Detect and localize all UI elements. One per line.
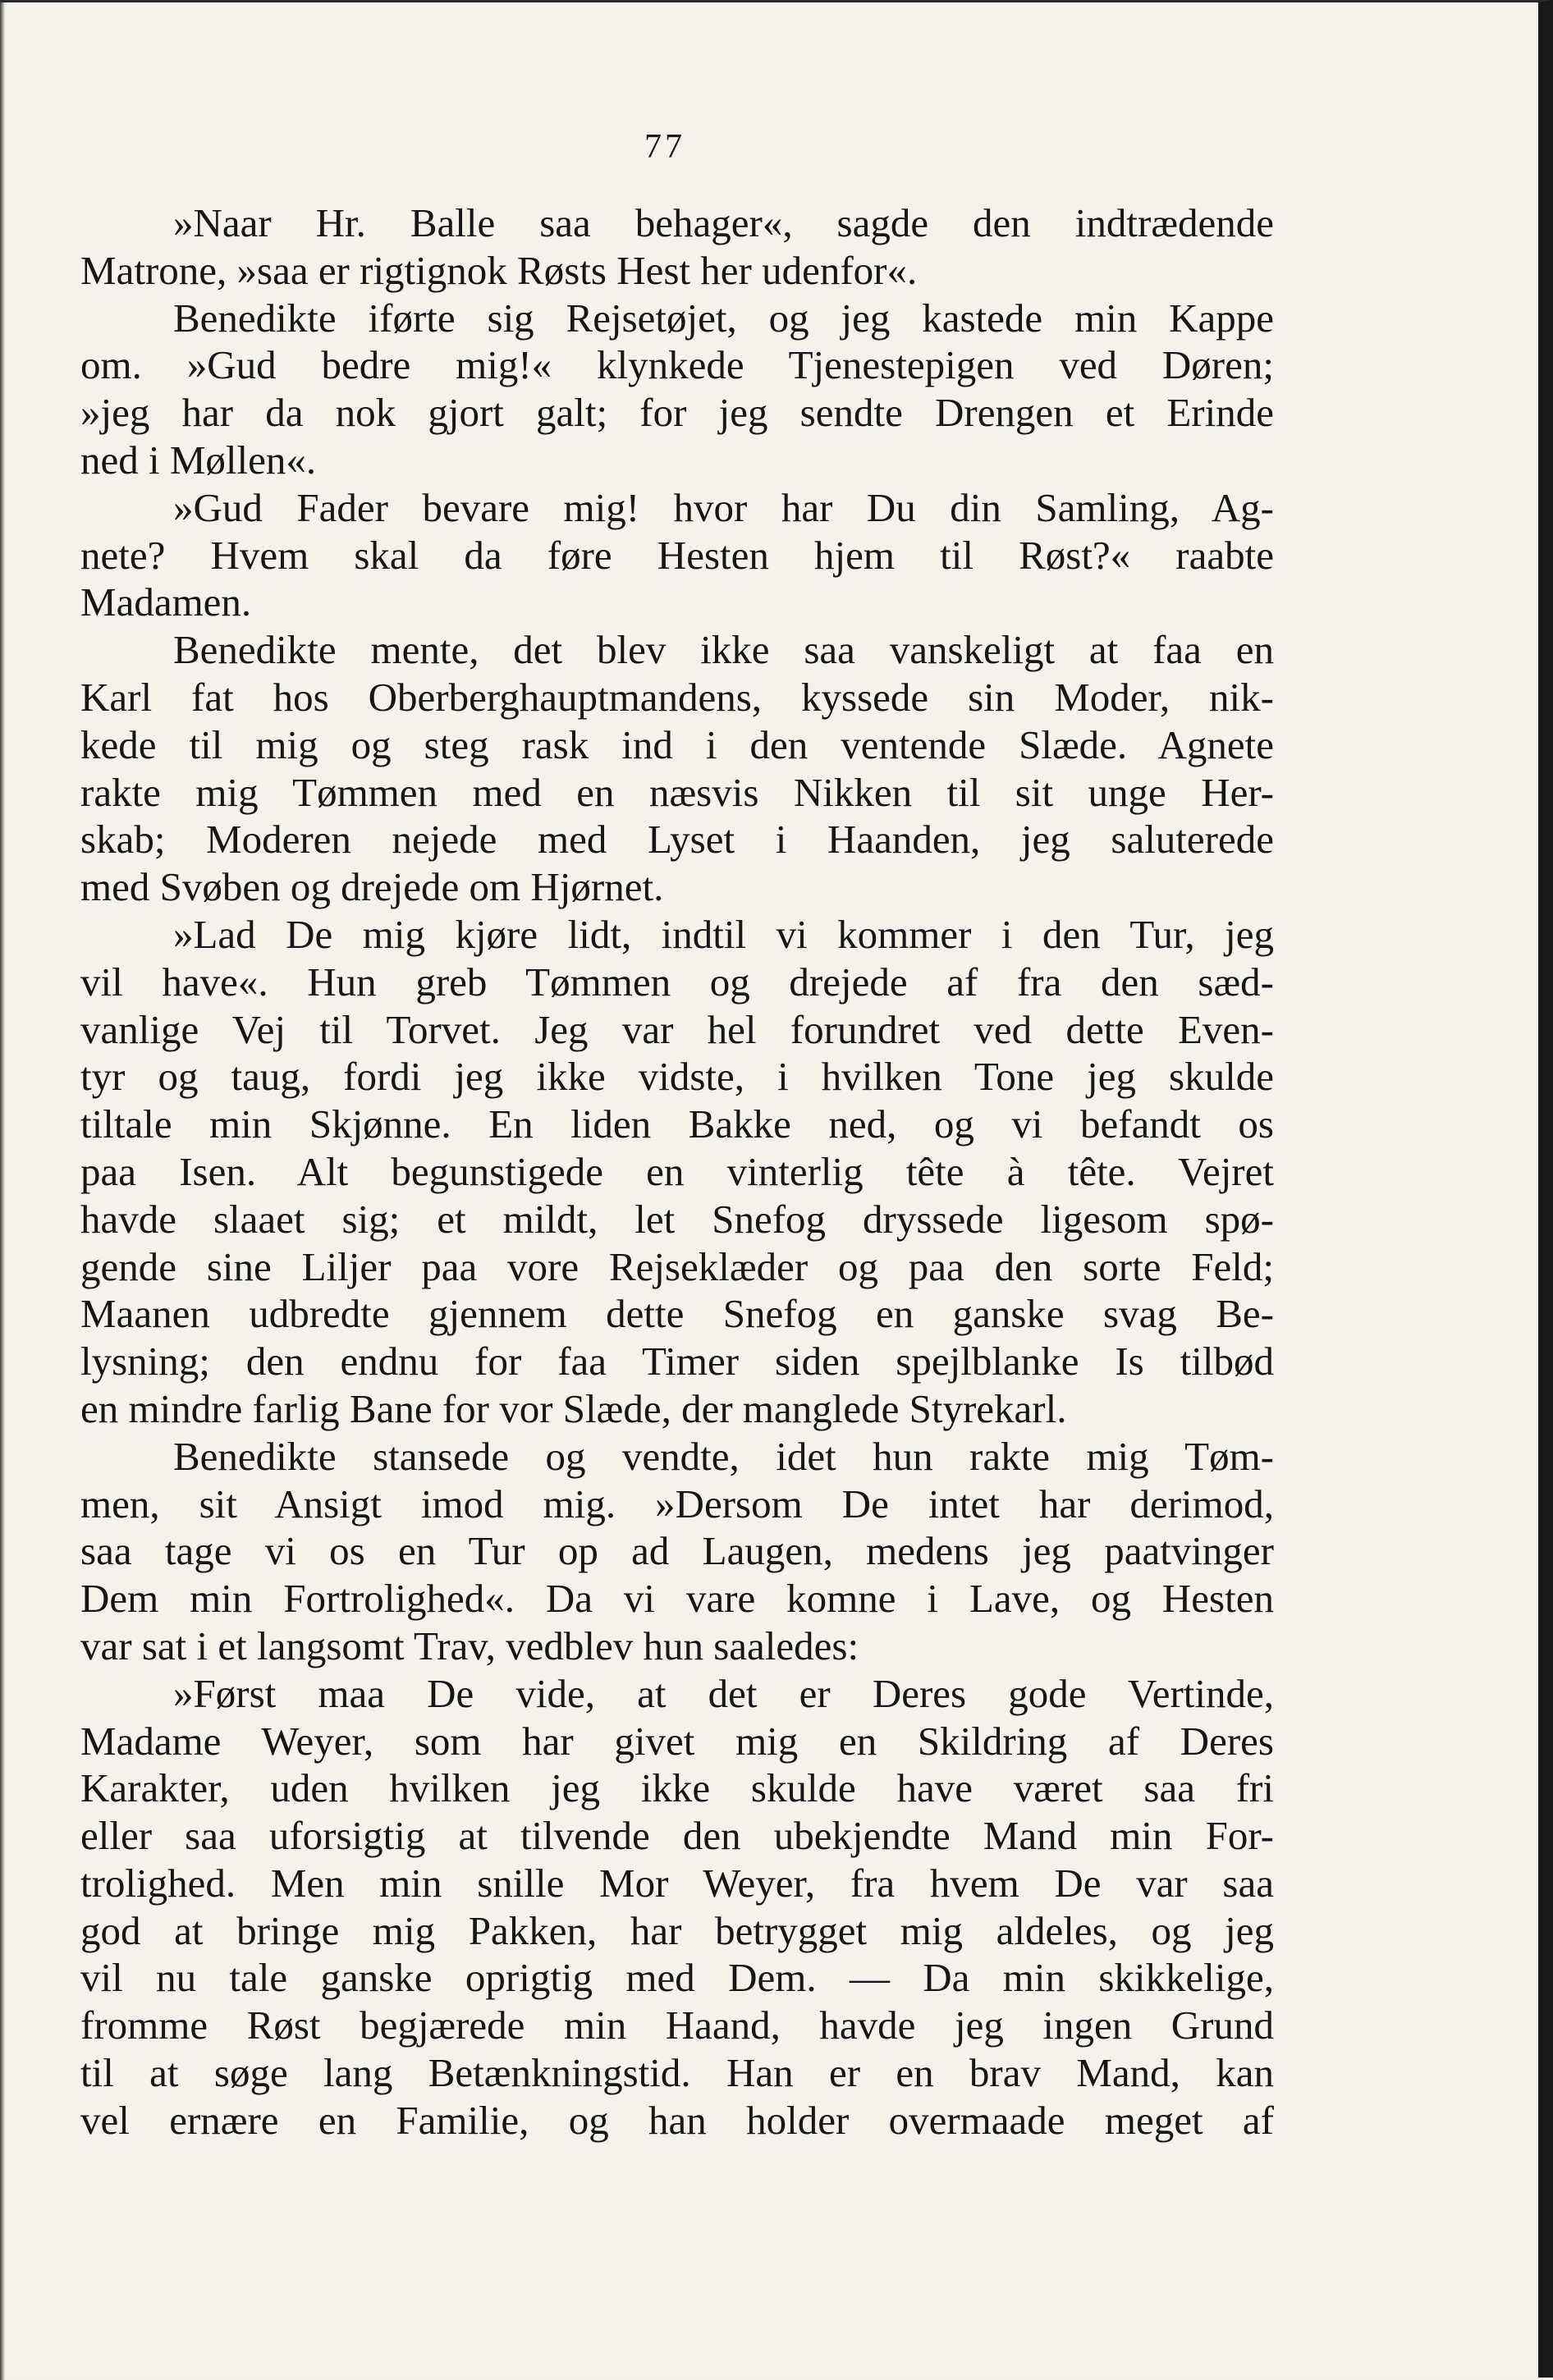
text-line: »jeg har da nok gjort galt; for jeg sendte Drengen et Erinde bbox=[80, 390, 1274, 436]
text-line: Maanen udbredte gjennem dette Snefog en ganske svag Be- bbox=[80, 1291, 1274, 1337]
text-line: kede til mig og steg rask ind i den ventende Slæde. Agnete bbox=[80, 721, 1274, 767]
text-line: om. »Gud bedre mig!« klynkede Tjenestepigen ved Døren; bbox=[80, 342, 1274, 388]
text-line: eller saa uforsigtig at tilvende den ubekjendte Mand min For- bbox=[80, 1813, 1274, 1859]
text-line: Karl fat hos Oberberghauptmandens, kyssede sin Moder, nik- bbox=[80, 674, 1274, 720]
text-line: en mindre farlig Bane for vor Slæde, der manglede Styrekarl. bbox=[80, 1385, 1067, 1431]
text-line: var sat i et langsomt Trav, vedblev hun saaledes: bbox=[80, 1623, 859, 1668]
text-line: Benedikte stansede og vendte, idet hun rakte mig Tøm- bbox=[173, 1433, 1274, 1479]
text-line: gende sine Liljer paa vore Rejseklæder og paa den sorte Feld; bbox=[80, 1243, 1274, 1289]
text-line: skab; Moderen nejede med Lyset i Haanden, jeg saluterede bbox=[80, 817, 1274, 863]
text-line: ned i Møllen«. bbox=[80, 437, 317, 483]
text-line: med Svøben og drejede om Hjørnet. bbox=[80, 864, 664, 910]
text-line: paa Isen. Alt begunstigede en vinterlig tête à tête. Vejret bbox=[80, 1148, 1274, 1194]
text-line: trolighed. Men min snille Mor Weyer, fra hvem De var saa bbox=[80, 1860, 1274, 1906]
text-line: lysning; den endnu for faa Timer siden spejlblanke Is tilbød bbox=[80, 1339, 1274, 1385]
text-line: vanlige Vej til Torvet. Jeg var hel forundret ved dette Even- bbox=[80, 1006, 1274, 1052]
text-line: Benedikte iførte sig Rejsetøjet, og jeg kastede min Kappe bbox=[173, 295, 1274, 341]
text-line: fromme Røst begjærede min Haand, havde jeg ingen Grund bbox=[80, 2002, 1274, 2048]
scan-edge bbox=[0, 2, 5, 2380]
text-line: tiltale min Skjønne. En liden Bakke ned, og vi befandt os bbox=[80, 1101, 1274, 1147]
text-line: Dem min Fortrolighed«. Da vi vare komne i Lave, og Hesten bbox=[80, 1576, 1274, 1622]
text-line: til at søge lang Betænkningstid. Han er en brav Mand, kan bbox=[80, 2050, 1274, 2096]
text-line: »Lad De mig kjøre lidt, indtil vi kommer i den Tur, jeg bbox=[173, 911, 1274, 957]
text-line: rakte mig Tømmen med en næsvis Nikken til sit unge Her- bbox=[80, 769, 1274, 815]
text-line: Madame Weyer, som har givet mig en Skildring af Deres bbox=[80, 1718, 1274, 1764]
text-line: god at bringe mig Pakken, har betrygget mig aldeles, og jeg bbox=[80, 1907, 1274, 1953]
text-line: Karakter, uden hvilken jeg ikke skulde have været saa fri bbox=[80, 1765, 1274, 1811]
text-line: havde slaaet sig; et mildt, let Snefog dryssede ligesom spø- bbox=[80, 1196, 1274, 1242]
text-line: Madamen. bbox=[80, 579, 252, 625]
text-line: vil nu tale ganske oprigtig med Dem. — Da min skikkelige, bbox=[80, 1955, 1274, 2001]
text-line: nete? Hvem skal da føre Hesten hjem til Røst?« raabte bbox=[80, 532, 1274, 578]
text-line: tyr og taug, fordi jeg ikke vidste, i hvilken Tone jeg skulde bbox=[80, 1054, 1274, 1100]
text-line: Matrone, »saa er rigtignok Røsts Hest her udenfor«. bbox=[80, 247, 918, 293]
text-line: saa tage vi os en Tur op ad Laugen, medens jeg paatvinger bbox=[80, 1528, 1274, 1574]
text-line: »Først maa De vide, at det er Deres gode Vertinde, bbox=[173, 1670, 1274, 1716]
text-line: vil have«. Hun greb Tømmen og drejede af fra den sæd- bbox=[80, 959, 1274, 1005]
text-line: »Gud Fader bevare mig! hvor har Du din Samling, Ag- bbox=[173, 484, 1274, 530]
page-number: 77 bbox=[644, 128, 685, 166]
body-text bbox=[80, 199, 1274, 2144]
text-line: men, sit Ansigt imod mig. »Dersom De intet har derimod, bbox=[80, 1481, 1274, 1526]
text-line: »Naar Hr. Balle saa behager«, sagde den indtrædende bbox=[173, 200, 1274, 245]
text-line: vel ernære en Familie, og han holder overmaade meget af bbox=[80, 2097, 1274, 2143]
text-line: Benedikte mente, det blev ikke saa vanskeligt at faa en bbox=[173, 627, 1274, 673]
